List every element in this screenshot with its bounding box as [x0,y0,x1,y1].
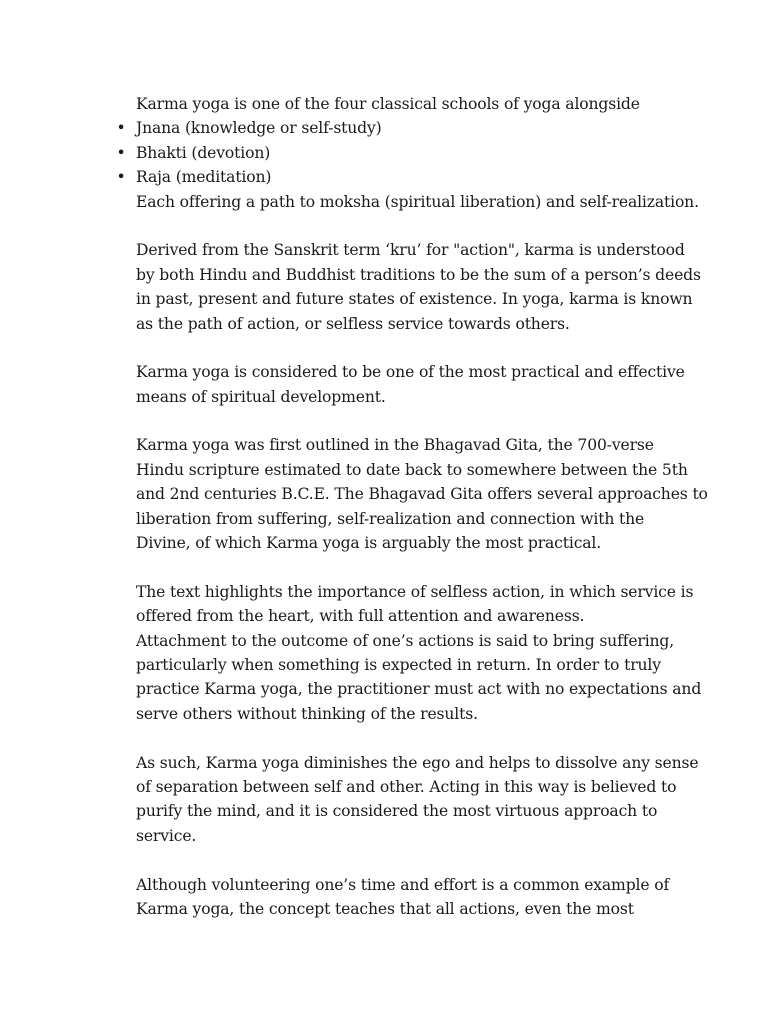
bullet-icon: • [116,119,126,138]
text-line: practice Karma yoga, the practitioner must act with no expectations and [136,680,702,699]
intro-block [116,92,699,214]
list-item-label: Jnana (knowledge or self-study) [136,119,382,138]
text-line: service. [136,826,197,845]
paragraph-ego [136,751,699,849]
paragraph-practical [136,360,696,409]
text-line: serve others without thinking of the results. [136,704,478,723]
text-line: The text highlights the importance of selfless action, in which service is [136,582,694,601]
text-line: Attachment to the outcome of one’s actions is said to bring suffering, [136,631,675,650]
list-item-label: Bhakti (devotion) [136,143,271,162]
paragraph-etymology [136,238,701,336]
text-line: and 2nd centuries B.C.E. The Bhagavad Gita offers several approaches to [136,485,708,504]
schools-list [116,116,696,189]
list-item-label: Raja (meditation) [136,168,272,187]
paragraph-bhagavad-gita [136,433,708,555]
text-line: As such, Karma yoga diminishes the ego and helps to dissolve any sense [136,753,699,772]
text-line: Karma yoga, the concept teaches that all actions, even the most [136,899,634,918]
text-line: of separation between self and other. Acting in this way is believed to [136,777,677,796]
text-line: Hindu scripture estimated to date back to somewhere between the 5th [136,460,688,479]
text-line: Although volunteering one’s time and effort is a common example of [136,875,670,894]
bullet-icon: • [116,168,126,187]
text-line: purify the mind, and it is considered the most virtuous approach to [136,802,658,821]
text-line: liberation from suffering, self-realization and connection with the [136,509,645,528]
intro-line: Karma yoga is one of the four classical schools of yoga alongside [136,95,640,113]
document-body [116,92,708,921]
text-line: as the path of action, or selfless service towards others. [136,314,570,333]
text-line: Divine, of which Karma yoga is arguably the most practical. [136,534,602,553]
text-line: Karma yoga was first outlined in the Bhagavad Gita, the 700-verse [136,436,654,455]
paragraph-spacer [136,214,696,238]
intro-end-line: Each offering a path to moksha (spiritual liberation) and self-realization. [136,192,699,211]
text-line: means of spiritual development. [136,387,386,406]
list-item-raja [116,165,696,189]
bullet-icon: • [116,143,126,162]
text-line: in past, present and future states of existence. In yoga, karma is known [136,290,693,309]
list-item-jnana [116,116,696,140]
text-line: Derived from the Sanskrit term ‘kru’ for "action", karma is understood [136,241,685,260]
text-line: offered from the heart, with full attention and awareness. [136,607,585,626]
list-item-bhakti [116,141,696,165]
paragraph-selfless-action [136,580,702,726]
paragraph-volunteering [136,873,696,922]
text-line: particularly when something is expected in return. In order to truly [136,655,661,674]
text-line: Karma yoga is considered to be one of the most practical and effective [136,363,685,382]
text-line: by both Hindu and Buddhist traditions to be the sum of a person’s deeds [136,265,701,284]
